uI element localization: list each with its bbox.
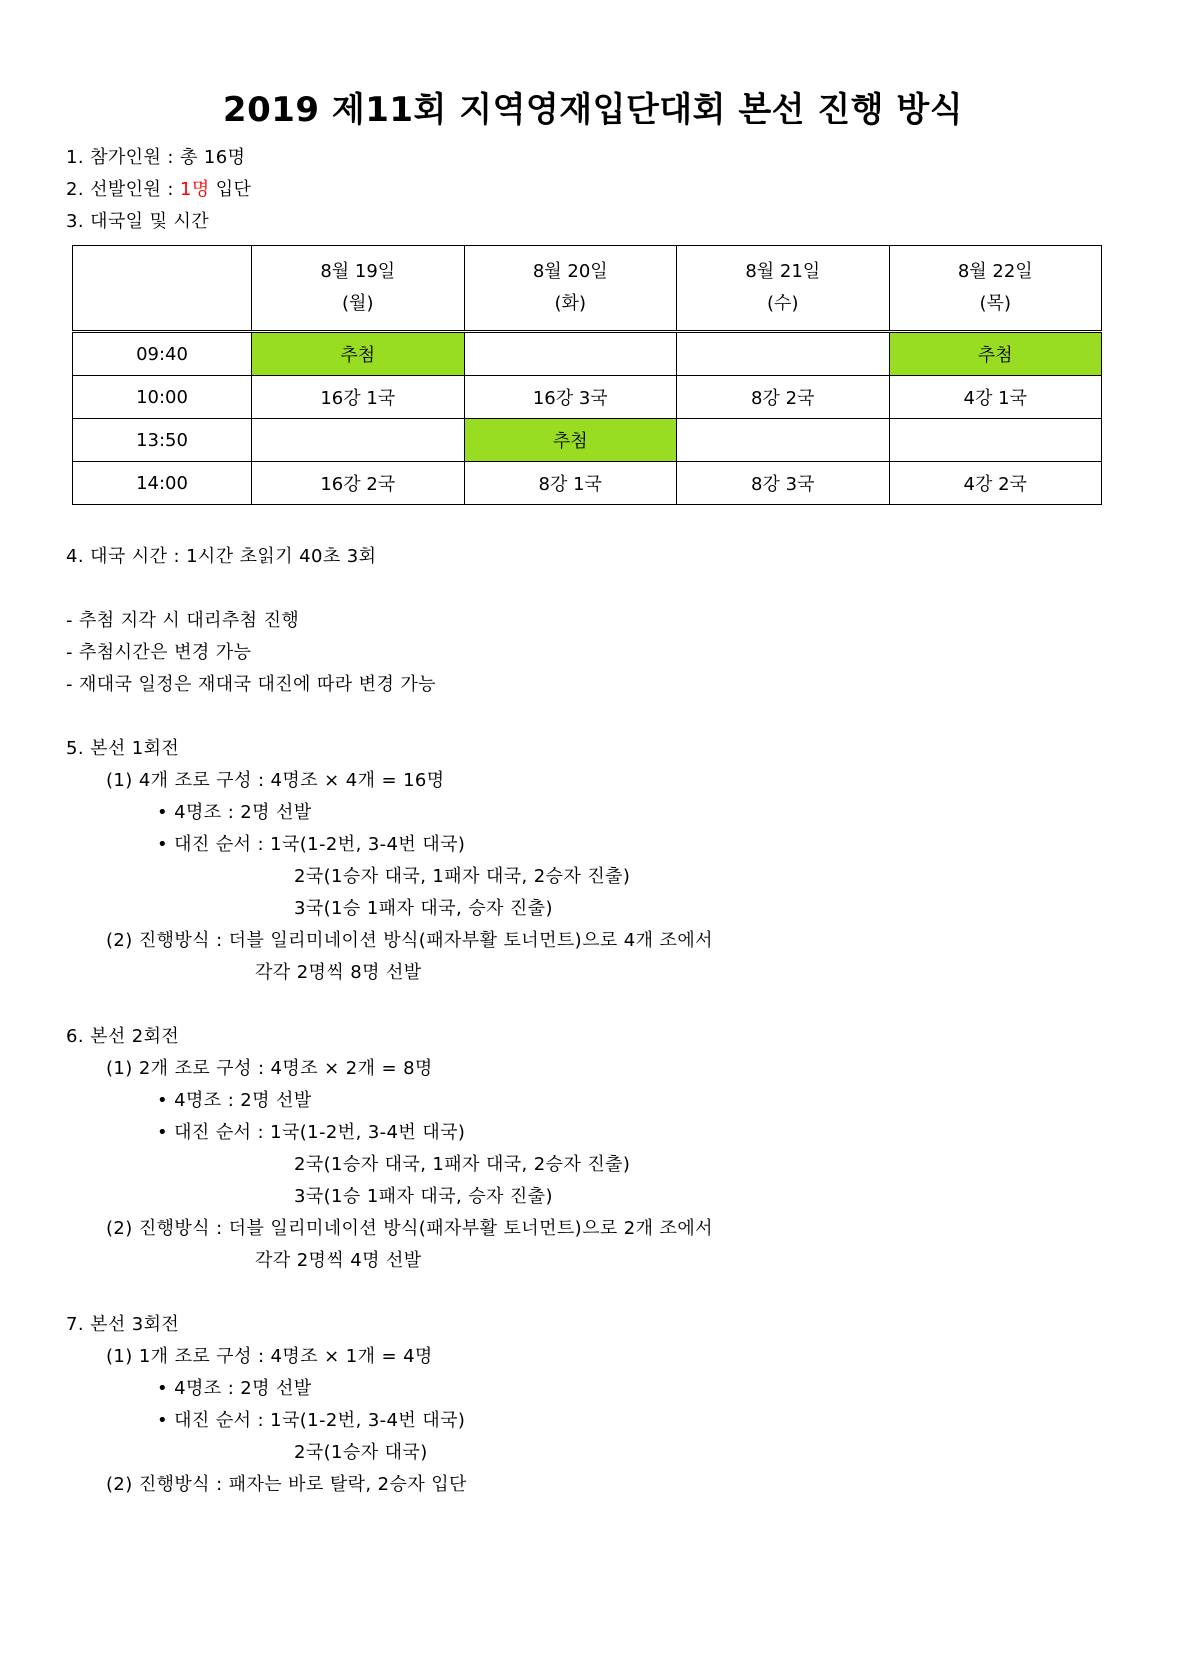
schedule-col-header: [677, 246, 890, 332]
document-title: 2019 제11회 지역영재입단대회 본선 진행 방식: [222, 90, 964, 130]
round1-composition: (1) 4개 조로 구성 : 4명조 × 4개 = 16명: [106, 770, 445, 791]
info-selection-count: 1명: [179, 179, 210, 200]
schedule-row: [73, 332, 1102, 376]
col-day: (월): [342, 293, 374, 314]
round1-order: 3국(1승 1패자 대국, 승자 진출): [294, 898, 553, 919]
schedule-time-cell: 10:00: [73, 376, 252, 419]
schedule-cell: [677, 332, 890, 376]
schedule-time-cell: 13:50: [73, 419, 252, 462]
schedule-row: [73, 376, 1102, 419]
schedule-cell: [252, 419, 465, 462]
col-date: 8월 19일: [320, 261, 396, 282]
round3-heading: 7. 본선 3회전: [66, 1314, 180, 1335]
round1-heading: 5. 본선 1회전: [66, 738, 180, 759]
schedule-table: [72, 245, 1102, 505]
schedule-header-row: [73, 246, 1102, 332]
schedule-cell: 16강 2국: [252, 462, 465, 505]
round2-heading: 6. 본선 2회전: [66, 1026, 180, 1047]
schedule-cell: 추첨: [464, 419, 677, 462]
col-day: (목): [979, 293, 1011, 314]
note-item: - 재대국 일정은 재대국 대진에 따라 변경 가능: [66, 674, 436, 695]
schedule-cell: [464, 332, 677, 376]
round2-order: • 대진 순서 : 1국(1-2번, 3-4번 대국): [157, 1122, 466, 1143]
col-day: (수): [767, 293, 799, 314]
schedule-cell: [889, 419, 1102, 462]
round3-composition: (1) 1개 조로 구성 : 4명조 × 1개 = 4명: [106, 1346, 433, 1367]
round2-order: 3국(1승 1패자 대국, 승자 진출): [294, 1186, 553, 1207]
round2-selection: • 4명조 : 2명 선발: [157, 1090, 312, 1111]
round2-composition: (1) 2개 조로 구성 : 4명조 × 2개 = 8명: [106, 1058, 433, 1079]
round1-order: 2국(1승자 대국, 1패자 대국, 2승자 진출): [294, 866, 631, 887]
round3-order: 2국(1승자 대국): [294, 1442, 428, 1463]
schedule-time-cell: 09:40: [73, 332, 252, 376]
round1-order: • 대진 순서 : 1국(1-2번, 3-4번 대국): [157, 834, 466, 855]
schedule-cell: [677, 419, 890, 462]
schedule-cell: 4강 2국: [889, 462, 1102, 505]
schedule-cell: 8강 3국: [677, 462, 890, 505]
info-selection-suffix: 입단: [209, 179, 252, 200]
info-selection-prefix: 2. 선발인원 :: [66, 179, 180, 200]
schedule-col-header: [889, 246, 1102, 332]
note-item: - 추첨 지각 시 대리추첨 진행: [66, 610, 300, 631]
note-item: - 추첨시간은 변경 가능: [66, 642, 252, 663]
round3-order: • 대진 순서 : 1국(1-2번, 3-4번 대국): [157, 1410, 466, 1431]
schedule-row: [73, 419, 1102, 462]
round2-method: 각각 2명씩 4명 선발: [255, 1250, 422, 1271]
round1-method: 각각 2명씩 8명 선발: [255, 962, 422, 983]
schedule-cell: 16강 1국: [252, 376, 465, 419]
schedule-col-header: [252, 246, 465, 332]
col-date: 8월 21일: [745, 261, 821, 282]
round1-selection: • 4명조 : 2명 선발: [157, 802, 312, 823]
col-day: (화): [554, 293, 586, 314]
info-schedule-heading: 3. 대국일 및 시간: [66, 211, 210, 232]
schedule-cell: 16강 3국: [464, 376, 677, 419]
schedule-cell: 8강 1국: [464, 462, 677, 505]
round3-method: (2) 진행방식 : 패자는 바로 탈락, 2승자 입단: [106, 1474, 467, 1495]
schedule-row: [73, 462, 1102, 505]
schedule-col-header: [464, 246, 677, 332]
round1-method: (2) 진행방식 : 더블 일리미네이션 방식(패자부활 토너먼트)으로 4개 조에서: [106, 930, 713, 951]
schedule-corner-cell: [73, 246, 252, 332]
time-rule: 4. 대국 시간 : 1시간 초읽기 40초 3회: [66, 546, 377, 567]
round2-method: (2) 진행방식 : 더블 일리미네이션 방식(패자부활 토너먼트)으로 2개 조에서: [106, 1218, 713, 1239]
schedule-cell: 8강 2국: [677, 376, 890, 419]
info-participants: 1. 참가인원 : 총 16명: [66, 147, 246, 168]
schedule-cell: 추첨: [889, 332, 1102, 376]
col-date: 8월 22일: [957, 261, 1033, 282]
col-date: 8월 20일: [532, 261, 608, 282]
round3-selection: • 4명조 : 2명 선발: [157, 1378, 312, 1399]
round2-order: 2국(1승자 대국, 1패자 대국, 2승자 진출): [294, 1154, 631, 1175]
schedule-time-cell: 14:00: [73, 462, 252, 505]
info-selection: [66, 175, 251, 201]
schedule-cell: 4강 1국: [889, 376, 1102, 419]
schedule-cell: 추첨: [252, 332, 465, 376]
